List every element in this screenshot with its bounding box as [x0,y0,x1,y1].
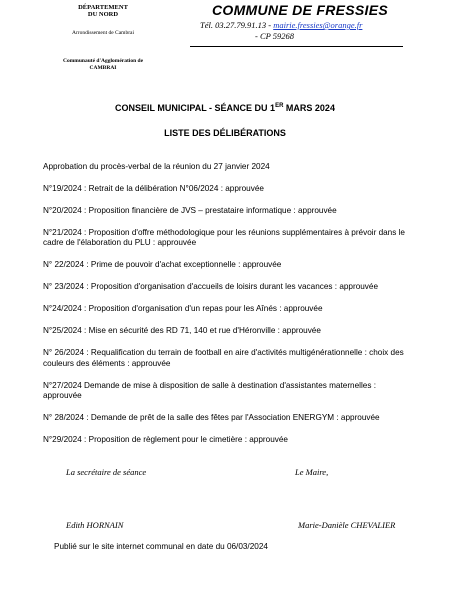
postcode-text: - CP 59268 [255,31,295,41]
community-label: Communauté d'Agglomération de CAMBRAI [62,58,144,71]
list-item: N°20/2024 : Proposition financière de JVS – prestataire informatique : approuvée [43,206,337,215]
list-item: N° 23/2024 : Proposition d'organisation d'accueils de loisirs durant les vacances : approuvée [43,282,379,292]
list-item: N°24/2024 : Proposition d'organisation d'un repas pour les Aînés : approuvée [43,304,323,314]
header-divider [190,46,403,47]
list-item: N° 22/2024 : Prime de pouvoir d'achat exceptionnelle : approuvée [43,260,282,270]
secretary-label: La secrétaire de séance [66,467,147,477]
page-subtitle: LISTE DES DÉLIBÉRATIONS [164,128,286,138]
title-main: CONSEIL MUNICIPAL - SÉANCE DU 1 [115,103,276,113]
mayor-label: Le Maire, [295,467,329,477]
list-item: N°29/2024 : Proposition de règlement pour le cimetière : approuvée [43,435,288,445]
list-item: N°27/2024 Demande de mise à disposition de salle à destination d'assistantes maternelles : approuvée [43,380,376,401]
list-item: Approbation du procès-verbal de la réunion du 27 janvier 2024 [43,162,270,171]
commune-title: COMMUNE DE FRESSIES [211,2,389,18]
page-title [0,103,450,113]
list-item: N°25/2024 : Mise en sécurité des RD 71, 140 et rue d'Héronville : approuvée [43,326,321,336]
mayor-name: Marie-Danièle CHEVALIER [298,520,396,530]
title-tail: MARS 2024 [283,103,335,113]
publication-note: Publié sur le site internet communal en date du 06/03/2024 [54,542,268,551]
list-item: N° 26/2024 : Requalification du terrain de football en aire d'activités multigénérationnelle : choix des couleurs des éléments : approuvée [43,348,404,368]
phone-text: Tél. 03.27.79.91.13 - [200,20,272,30]
department-label: DÉPARTEMENT DU NORD [78,4,128,18]
email-link[interactable]: mairie.fressies@orange.fr [273,20,363,30]
secretary-name: Edith HORNAIN [66,520,124,530]
title-sup: ER [275,103,284,109]
list-item: N°21/2024 : Proposition d'offre méthodologique pour les réunions supplémentaires à prévoir dans le cadre de l'élaboration du PLU : approuvée [43,228,405,248]
list-item: N° 28/2024 : Demande de prêt de la salle des fêtes par l'Association ENERGYM : approuvée [43,413,380,423]
deliberation-list [43,162,408,457]
arrondissement-label: Arrondissement de Cambrai [71,30,134,36]
list-item: N°19/2024 : Retrait de la délibération N°06/2024 : approuvée [43,184,264,193]
contact-line [200,20,362,30]
